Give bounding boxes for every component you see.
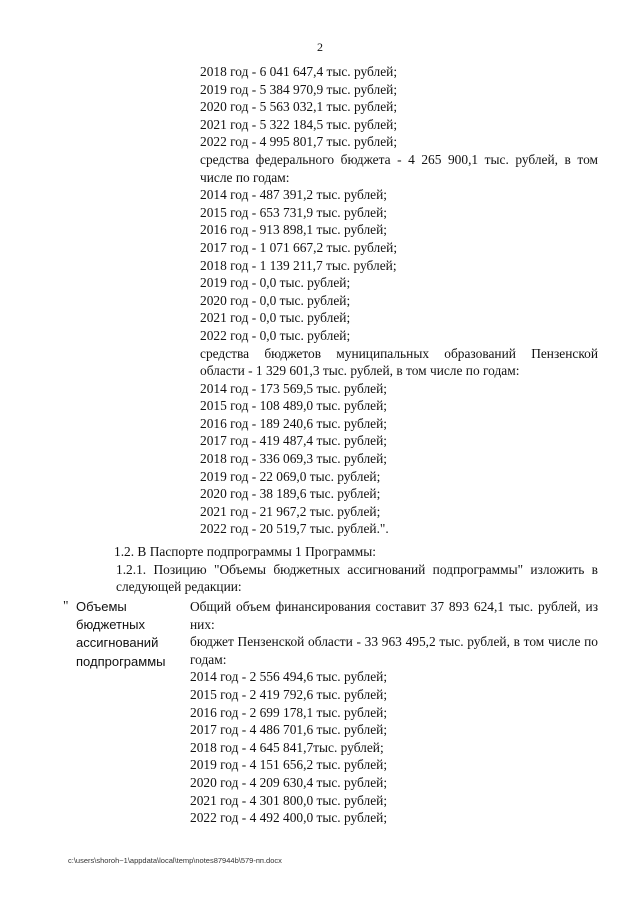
year-line: 2014 год - 487 391,2 тыс. рублей; (200, 187, 387, 203)
year-line: 2020 год - 4 209 630,4 тыс. рублей; (190, 774, 388, 790)
year-line: 2020 год - 5 563 032,1 тыс. рублей; (200, 99, 398, 115)
year-line: 2017 год - 4 486 701,6 тыс. рублей; (190, 722, 388, 738)
year-line: 2020 год - 38 189,6 тыс. рублей; (200, 486, 381, 502)
year-line: 2015 год - 2 419 792,6 тыс. рублей; (190, 686, 388, 702)
year-line: 2018 год - 6 041 647,4 тыс. рублей; (200, 64, 398, 79)
year-line: 2019 год - 4 151 656,2 тыс. рублей; (190, 757, 388, 773)
label-line: Объемы (76, 599, 127, 614)
year-line: 2021 год - 0,0 тыс. рублей; (200, 310, 351, 326)
label-line: бюджетных (76, 617, 145, 633)
year-line: 2016 год - 913 898,1 тыс. рублей; (200, 222, 387, 238)
municipal-intro: средства бюджетов муниципальных образований Пензенской области - 1 329 601,3 тыс. рублей, в том числе по годам: (200, 345, 598, 379)
regional-intro: бюджет Пензенской области - 33 963 495,2 тыс. рублей, в том числе по годам: (190, 634, 598, 667)
year-line: 2017 год - 1 071 667,2 тыс. рублей; (200, 239, 398, 255)
year-line: 2019 год - 22 069,0 тыс. рублей; (200, 468, 381, 484)
table-label-cell (76, 598, 194, 671)
year-line: 2022 год - 4 995 801,7 тыс. рублей; (200, 134, 398, 150)
year-line: 2022 год - 0,0 тыс. рублей; (200, 327, 351, 343)
year-line: 2020 год - 0,0 тыс. рублей; (200, 292, 351, 308)
year-line: 2016 год - 2 699 178,1 тыс. рублей; (190, 704, 388, 720)
section-1-2-1: 1.2.1. Позицию "Объемы бюджетных ассигнований подпрограммы" изложить в следующей редакции: (116, 561, 598, 595)
year-line: 2021 год - 4 301 800,0 тыс. рублей; (190, 792, 388, 808)
year-line: 2018 год - 1 139 211,7 тыс. рублей; (200, 257, 397, 273)
page-number: 2 (317, 40, 323, 54)
label-line: подпрограммы (76, 653, 166, 669)
year-line: 2022 год - 20 519,7 тыс. рублей.". (200, 521, 389, 537)
year-line: 2021 год - 5 322 184,5 тыс. рублей; (200, 116, 398, 132)
table-value-cell (190, 598, 598, 827)
footer-file-path: c:\users\shoroh~1\appdata\local\temp\notes87944b\579-пп.docx (68, 856, 282, 865)
year-line: 2019 год - 5 384 970,9 тыс. рублей; (200, 81, 398, 97)
label-line: ассигнований (76, 635, 159, 651)
funding-block-top (200, 63, 598, 538)
section-paragraphs (76, 543, 598, 596)
year-line: 2015 год - 653 731,9 тыс. рублей; (200, 204, 387, 220)
year-line: 2014 год - 2 556 494,6 тыс. рублей; (190, 669, 388, 685)
year-line: 2015 год - 108 489,0 тыс. рублей; (200, 398, 387, 414)
federal-intro: средства федерального бюджета - 4 265 900,1 тыс. рублей, в том числе по годам: (200, 151, 598, 185)
year-line: 2022 год - 4 492 400,0 тыс. рублей; (190, 810, 388, 826)
year-line: 2018 год - 336 069,3 тыс. рублей; (200, 451, 387, 467)
year-line: 2016 год - 189 240,6 тыс. рублей; (200, 415, 387, 431)
year-line: 2014 год - 173 569,5 тыс. рублей; (200, 380, 387, 396)
open-quote: " (63, 598, 69, 613)
total-text: Общий объем финансирования составит 37 893 624,1 тыс. рублей, из них: (190, 599, 598, 632)
year-line: 2019 год - 0,0 тыс. рублей; (200, 275, 351, 291)
year-line: 2017 год - 419 487,4 тыс. рублей; (200, 433, 387, 449)
year-line: 2021 год - 21 967,2 тыс. рублей; (200, 503, 381, 519)
section-1-2: 1.2. В Паспорте подпрограммы 1 Программы: (114, 544, 376, 559)
year-line: 2018 год - 4 645 841,7тыс. рублей; (190, 739, 384, 755)
